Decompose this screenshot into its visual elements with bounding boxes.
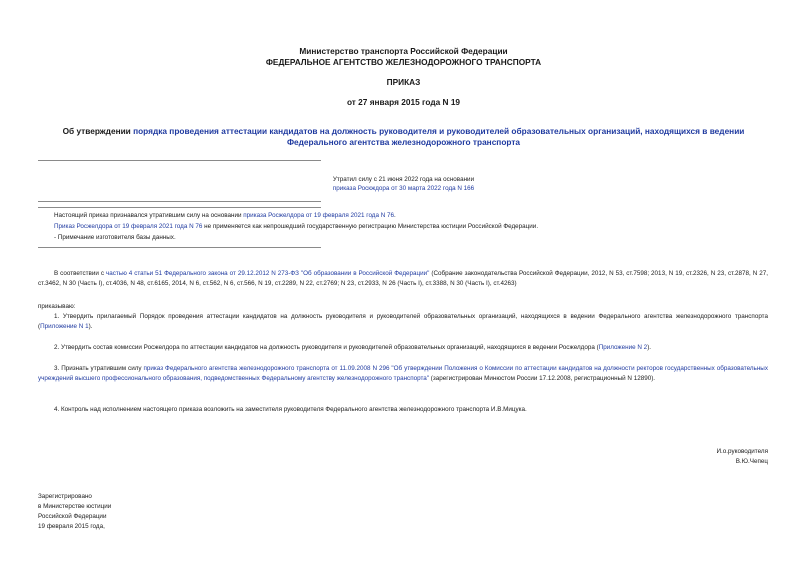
divider — [38, 201, 321, 202]
note-line-3: - Примечание изготовителя базы данных. — [54, 234, 176, 241]
preamble-text-end: (Собрание законодательства Российской Федерации, 2012, N 53, ст.7598; 2013, N 19, ст.2326, N 23, ст.2878, N 27, ст.3462, N 30 (Часть I), ст.4036, N 48, ст.6165, 2014, N 6, ст.562, N 6, ст.566, N 19, ст.2289, N 22, ст.2769; N 23, ст.2933, N 26 (Часть I), ст.3388, N 30 (Часть I), ст.4263) — [38, 270, 768, 287]
note-line-2 — [54, 222, 774, 231]
title-prefix: Об утверждении — [62, 126, 134, 136]
preamble-text: В соответствии с — [54, 270, 106, 277]
item-text-end: ). — [88, 322, 93, 330]
note-text-end: . — [394, 212, 396, 219]
order-word: приказываю: — [38, 303, 76, 310]
note-line-1 — [54, 211, 754, 220]
note-text: Настоящий приказ признавался утратившим силу на основании — [54, 212, 244, 219]
registration-line-4: 19 февраля 2015 года, — [38, 523, 105, 530]
repealed-order-link[interactable]: приказ Федерального агентства железнодорожного транспорта от 11.09.2008 N 296 "Об утверждении Положения о Комиссии по аттестации кандидатов на должности ректоров государственных образовательных учреждений высшего профессионального образования, подведомственных Федеральному агентству железнодорожного транспорта" — [38, 365, 768, 382]
registration-line-2: в Министерстве юстиции — [38, 503, 112, 510]
item-text: 2. Утвердить состав комиссии Росжелдора по аттестации кандидатов на должность руководителя и руководителей образовательных организаций, находящихся в ведении Росжелдора ( — [54, 344, 599, 351]
note-link[interactable]: Приказ Росжелдора от 19 февраля 2021 года N 76 — [54, 223, 203, 230]
order-item-4: 4. Контроль над исполнением настоящего приказа возложить на заместителя руководителя Федерального агентства железнодорожного транспорта И.В.Мицука. — [54, 406, 527, 413]
status-link[interactable]: приказа Роскждора от 30 марта 2022 года N 166 — [332, 185, 475, 192]
registration-line-1: Зарегистрировано — [38, 493, 92, 500]
divider — [38, 247, 321, 248]
document-type: ПРИКАЗ — [386, 77, 421, 87]
signatory-name: В.Ю.Чепец — [735, 458, 768, 465]
registration-line-3: Российской Федерации — [38, 513, 107, 520]
divider — [38, 207, 321, 208]
order-item-1 — [38, 312, 768, 331]
item-text: 3. Признать утратившим силу — [54, 365, 144, 372]
law-link[interactable]: частью 4 статьи 51 Федерального закона от 29.12.2012 N 273-ФЗ "Об образовании в Российской Федерации" — [105, 270, 430, 277]
status-line: Утратил силу с 21 июня 2022 года на основании — [332, 176, 475, 183]
appendix-2-link[interactable]: Приложение N 2 — [598, 344, 648, 351]
ministry-name: Министерство транспорта Российской Федерации — [299, 46, 508, 56]
agency-name: ФЕДЕРАЛЬНОЕ АГЕНТСТВО ЖЕЛЕЗНОДОРОЖНОГО ТРАНСПОРТА — [265, 57, 542, 67]
document-date-number: от 27 января 2015 года N 19 — [346, 97, 461, 107]
title-link[interactable]: порядка проведения аттестации кандидатов на должность руководителя и руководителей образовательных организаций, находящихся в ведении Федерального агентства железнодорожного транспорта — [133, 126, 745, 147]
item-text-end: ). — [647, 344, 652, 351]
item-text-end: (зарегистрирован Минюстом России 17.12.2008, регистрационный N 12890). — [429, 374, 656, 382]
appendix-1-link[interactable]: Приложение N 1 — [40, 322, 89, 330]
note-text: не применяется как непрошедший государственную регистрацию Министерства юстиции Российской Федерации. — [202, 223, 539, 230]
preamble-paragraph — [38, 269, 768, 288]
divider — [38, 160, 321, 161]
note-link[interactable]: приказа Росжелдора от 19 февраля 2021 года N 76 — [243, 212, 395, 219]
order-item-3 — [38, 364, 768, 383]
document-title — [45, 126, 762, 148]
item-text: 1. Утвердить прилагаемый Порядок проведения аттестации кандидатов на должность руководителя и руководителей образовательных организаций, находящихся в ведении Федерального агентства железнодорожного транспорта ( — [38, 313, 768, 330]
signatory-position: И.о.руководителя — [716, 448, 768, 455]
order-item-2 — [38, 343, 768, 353]
